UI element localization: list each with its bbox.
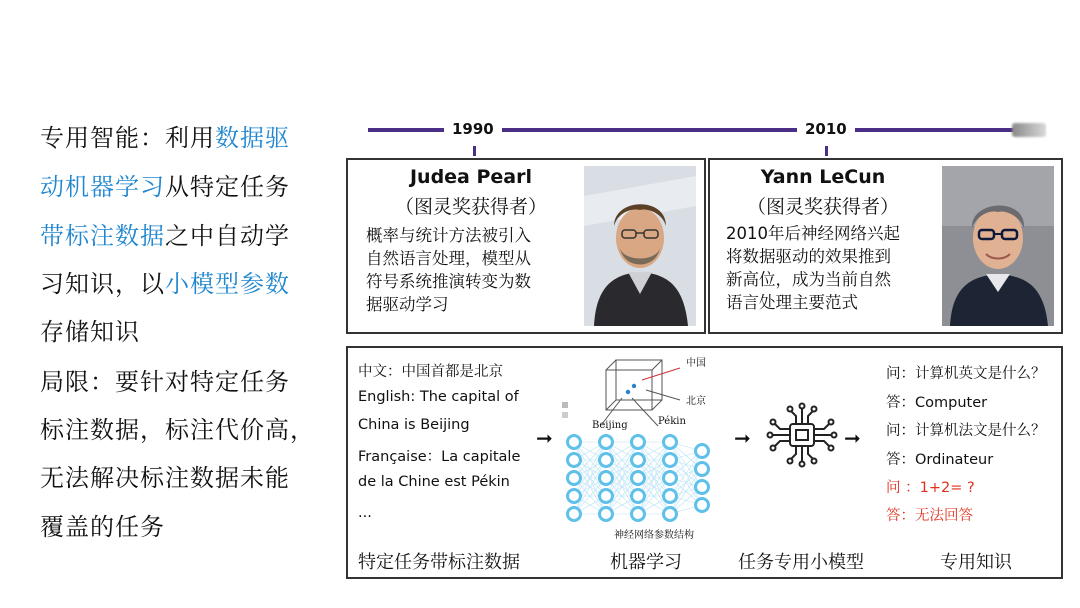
cube-label-pekin: Pékin (658, 416, 686, 427)
sample-text: English: The capital of (358, 389, 519, 405)
body-text: 存储知识 (40, 318, 140, 346)
person-name: Judea Pearl (409, 166, 533, 188)
person-description: 概率与统计方法被引入 自然语言处理，模型从 符号系统推演转变为数 据驱动学习 (366, 226, 531, 314)
body-text: 覆盖的任务 (40, 513, 165, 541)
left-text-line (40, 312, 140, 347)
cube-label-bj: 北京 (686, 396, 706, 407)
nn-node (568, 436, 581, 449)
stage-label-model: 任务专用小模型 (738, 552, 864, 573)
qa-line: 答：Ordinateur (886, 452, 994, 468)
nn-node (568, 472, 581, 485)
sample-text: Française：La capitale (358, 449, 521, 465)
nn-node (664, 454, 677, 467)
nn-node (696, 445, 709, 458)
left-text-line (40, 507, 165, 542)
qa-line: 问：计算机英文是什么？ (886, 366, 1046, 382)
body-text: 局限：要针对特定任务 (40, 368, 290, 396)
person-card-pearl (346, 158, 706, 334)
left-text-line (40, 167, 290, 202)
nn-node (600, 508, 613, 521)
timeline-tick (825, 146, 828, 156)
highlight-text: 动机器学习 (40, 173, 165, 201)
highlight-text: 小模型参数 (165, 270, 290, 298)
nn-caption: 神经网络参数结构 (614, 530, 694, 541)
qa-line: 问 ：1+2= ? (886, 480, 975, 496)
stage-label-knowledge: 专用知识 (940, 552, 1012, 573)
nn-node (664, 508, 677, 521)
timeline-end (1012, 123, 1046, 137)
qa-line: 答：Computer (886, 395, 988, 411)
body-text: 从特定任务 (165, 173, 290, 201)
nn-node (664, 490, 677, 503)
nn-node (632, 490, 645, 503)
qa-line: 答：无法回答 (886, 508, 973, 524)
nn-node (664, 472, 677, 485)
nn-node (600, 436, 613, 449)
highlight-text: 带标注数据 (40, 222, 165, 250)
body-text: 专用智能：利用 (40, 124, 215, 152)
body-text: 之中自动学 (165, 222, 290, 250)
nn-node (632, 508, 645, 521)
nn-node (600, 472, 613, 485)
nn-node (632, 454, 645, 467)
person-award: （图灵奖获得者） (394, 196, 547, 218)
nn-node (696, 481, 709, 494)
left-text-line (40, 458, 290, 493)
person-name: Yann LeCun (760, 166, 886, 188)
body-text: 标注数据，标注代价高， (40, 416, 315, 444)
nn-node (696, 463, 709, 476)
nn-node (664, 436, 677, 449)
portrait-photo (942, 166, 1054, 326)
nn-node (600, 490, 613, 503)
portrait-photo (584, 166, 696, 326)
highlight-text: 数据驱 (215, 124, 290, 152)
arrow-icon: ➞ (734, 426, 751, 450)
timeline-tick (473, 146, 476, 156)
neural-network-graphic (562, 350, 732, 540)
cube-label-zh: 中国 (686, 358, 706, 369)
body-text: 无法解决标注数据未能 (40, 464, 290, 492)
sample-text: 中文：中国首都是北京 (358, 364, 503, 380)
person-award: （图灵奖获得者） (746, 196, 899, 218)
stage-label-data: 特定任务带标注数据 (358, 552, 520, 573)
arrow-icon: ➞ (536, 426, 553, 450)
stage-label-ml: 机器学习 (610, 552, 682, 573)
cube-label-beijing: Beijing (592, 420, 628, 431)
timeline-year-1990: 1990 (444, 120, 502, 138)
left-text-line (40, 118, 290, 153)
left-text-line (40, 362, 290, 397)
nn-node (568, 508, 581, 521)
neural-network-diagram (562, 350, 732, 540)
nn-node (632, 472, 645, 485)
nn-node (632, 436, 645, 449)
nn-node (600, 454, 613, 467)
nn-node (568, 490, 581, 503)
timeline-year-2010: 2010 (797, 120, 855, 138)
person-description: 2010年后神经网络兴起 将数据驱动的效果推到 新高位，成为当前自然 语言处理主要范式 (726, 224, 900, 312)
nn-node (696, 499, 709, 512)
person-card-lecun (708, 158, 1063, 334)
body-text: 习知识，以 (40, 270, 165, 298)
chip-icon (766, 398, 838, 472)
sample-text: de la Chine est Pékin (358, 474, 510, 490)
left-text-line (40, 410, 315, 445)
left-text-line (40, 216, 290, 251)
pipeline-panel (346, 346, 1063, 579)
arrow-icon: ➞ (844, 426, 861, 450)
nn-node (568, 454, 581, 467)
sample-text: ... (358, 505, 372, 521)
left-text-line (40, 264, 290, 299)
sample-text: China is Beijing (358, 417, 470, 433)
qa-line: 问：计算机法文是什么？ (886, 423, 1046, 439)
